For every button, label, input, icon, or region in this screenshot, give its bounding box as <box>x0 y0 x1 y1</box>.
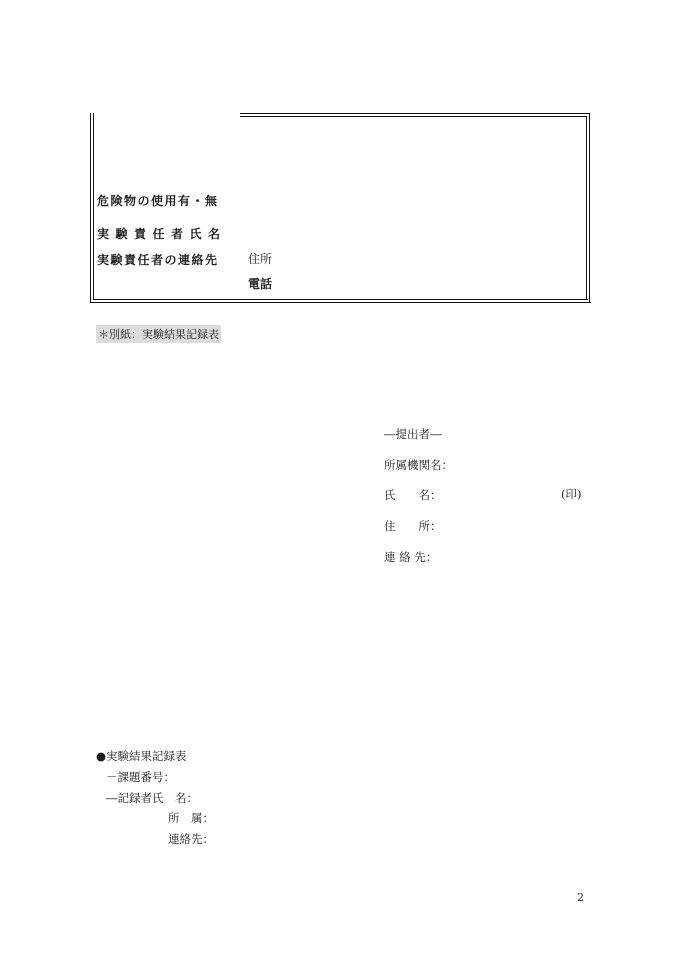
recorder-name-label: ―記録者氏 名： <box>106 791 198 805</box>
address-label: 住 所： <box>384 519 442 533</box>
contact-label: 連 絡 先： <box>384 550 438 564</box>
table-border-left <box>90 113 91 303</box>
table-border-left-inner <box>93 113 94 300</box>
table-border-bottom <box>90 302 591 303</box>
affiliation-label: 所属機関名： <box>384 458 453 472</box>
table-border-box-inner <box>240 116 587 300</box>
recorder-contact-label: 連絡先： <box>168 832 214 846</box>
seal-mark: (印) <box>561 487 582 501</box>
submitter-heading: ―提出者― <box>384 427 442 441</box>
responsible-person-contact-label: 実験責任者の連絡先 <box>97 253 219 267</box>
name-label: 氏 名： <box>384 488 442 502</box>
table-border-bottom-inner <box>93 299 588 300</box>
hazard-usage-label: 危険物の使用有・無 <box>97 194 219 208</box>
recorder-affiliation-label: 所 属： <box>168 811 214 825</box>
phone-field-label: 電話 <box>248 277 273 291</box>
address-field-label: 住所 <box>248 252 273 266</box>
project-number-label: －課題番号： <box>106 770 175 784</box>
responsible-person-name-label: 実験責任者氏名 <box>97 227 227 241</box>
page-number: 2 <box>577 891 584 904</box>
attachment-note: ＊別紙：実験結果記録表 <box>96 325 221 343</box>
record-title: ●実験結果記録表 <box>96 749 187 763</box>
